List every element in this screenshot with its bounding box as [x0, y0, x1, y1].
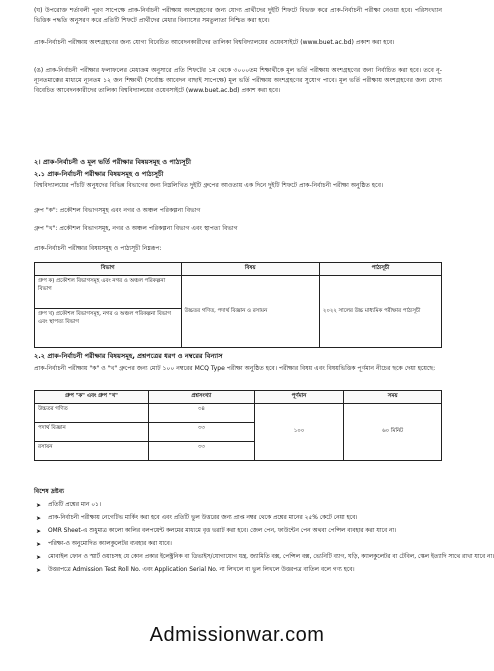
marks-table	[34, 390, 442, 461]
table-row	[35, 276, 442, 309]
subject-cell: উচ্চতর গণিত	[35, 404, 149, 423]
column-header-time: সময়	[344, 391, 442, 404]
question-count-cell: ৩৪	[148, 404, 254, 423]
syllabus-cell: ২০২২ সালের উচ্চ মাধ্যমিক পরীক্ষার পাঠ্যসূচী	[319, 276, 441, 348]
department-cell: গ্রুপ ক) প্রকৌশল বিভাগসমূহ এবং নগর ও অঞ্চল পরিকল্পনা বিভাগ	[35, 276, 182, 309]
syllabus-table	[34, 262, 442, 348]
list-item: ➤ প্রাক-নির্বাচনী পরীক্ষায় নেগেটিভ মার্কিং করা হবে এবং প্রতিটি ভুল উত্তরের জন্য প্রাপ্ত নম্বর থেকে প্রশ্নের মানের ২৫% কেটে নেয়া হবে।	[34, 512, 444, 525]
list-item: ➤ OMR Sheet-এ শুধুমাত্র কালো কালির বলপয়েন্ট কলমের মাধ্যমে বৃত্ত ভরাট করা হবে। জেল পেন, ফাউন্টেন পেন অথবা পেন্সিল ব্যবহার করা যাবে না।	[34, 525, 444, 538]
section-2-1-heading: ২.১ প্রাক-নির্বাচনী পরীক্ষার বিষয়সমূহ ও পাঠ্যসূচী	[34, 170, 164, 178]
column-header-department: বিভাগ	[35, 263, 182, 276]
paragraph-gha: (ঘ) উপরোক্ত শর্তাবলী পূরণ সাপেক্ষে প্রাক-নির্বাচনী পরীক্ষায় অংশগ্রহণের জন্য যোগ্য প্রার্থীদের দুইটি শিফটে বিভক্ত করে প্রাক-নির্বাচনী পরীক্ষা নেওয়া হবে। পরিসংখ্যান ভিত্তিক পদ্ধতি অনুসরণ করে প্রতিটি শিফটে প্রার্থীদের মেধার বিন্যাসের সমতুল্যতা নিশ্চিত করা হবে।	[34, 7, 442, 24]
section-2-heading: ২। প্রাক-নির্বাচনী ও মূল ভর্তি পরীক্ষার বিষয়সমূহ ও পাঠ্যসূচী	[34, 158, 192, 166]
bullet-icon: ➤	[36, 554, 42, 561]
section-2-1-intro: বিশ্ববিদ্যালয়ের পাঁচটি অনুষদের বিভিন্ন বিভাগের জন্য নিম্নলিখিত দুইটি গ্রুপের আওতায় এক দিনে দুইটি শিফটে প্রাক-নির্বাচনী পরীক্ষা অনুষ্ঠিত হবে।	[34, 182, 384, 189]
paragraph-eligible-list: প্রাক-নির্বাচনী পরীক্ষায় অংশগ্রহণের জন্য যোগ্য বিবেচিত আবেদনকারীদের তালিকা বিশ্ববিদ্যালয়ের ওয়েবসাইটে (www.buet.ac.bd) প্রকাশ করা হবে।	[34, 39, 395, 46]
column-header-full-marks: পূর্ণমান	[254, 391, 344, 404]
question-count-cell: ৩৩	[148, 423, 254, 442]
subject-cell: রসায়ন	[35, 442, 149, 461]
department-cell: গ্রুপ খ) প্রকৌশল বিভাগসমূহ, নগর ও অঞ্চল পরিকল্পনা বিভাগ এবং স্থাপত্য বিভাগ	[35, 309, 182, 348]
column-header-question-count: প্রশ্নসংখ্যা	[148, 391, 254, 404]
table-row	[35, 404, 442, 423]
column-header-group: গ্রুপ "ক" এবং গ্রুপ "খ"	[35, 391, 149, 404]
question-count-cell: ৩৩	[148, 442, 254, 461]
subject-cell: পদার্থ বিজ্ঞান	[35, 423, 149, 442]
syllabus-note: প্রাক-নির্বাচনী পরীক্ষার বিষয়সমূহ ও পাঠ্যসূচী নিম্নরূপ:	[34, 245, 162, 252]
column-header-syllabus: পাঠ্যসূচী	[319, 263, 441, 276]
bullet-icon: ➤	[36, 567, 42, 574]
bullet-icon: ➤	[36, 528, 42, 535]
group-ka-label: গ্রুপ "ক": প্রকৌশল বিভাগসমূহ এবং নগর ও অঞ্চল পরিকল্পনা বিভাগ	[34, 207, 201, 214]
list-item: ➤ মোবাইল ফোন ও স্মার্ট ওয়াচসহ যে কোন প্রকার ইলেক্ট্রনিক বা ডিভাইস/যোগাযোগ যন্ত্র, জ্যামিতি বক্স, পেন্সিল বক্স, ভ্যেনিটি ব্যাগ, ঘড়ি, ক্যালকুলেটর বা টেবিল, স্কেল ইত্যাদি সাথে রাখা যাবে না।	[34, 551, 444, 564]
list-item: ➤ প্রতিটি প্রশ্নের মান ০১।	[34, 499, 444, 512]
paragraph-nga: (ঙ) প্রাক-নির্বাচনী পরীক্ষার ফলাফলের মেধাক্রম অনুসারে প্রতি শিফটের ১ম থেকে ৩০০০তম শিক্ষার্থীকে মূল ভর্তি পরীক্ষায় অংশগ্রহণের জন্য নির্বাচিত করা হবে। তবে নূ-ন্যূনতমাক্কের মাধ্যমে ন্যূনতম ১২ জন শিক্ষার্থী (সর্বোচ্চ আবেদন বাছাই সাপেক্ষে) মূল ভর্তি পরীক্ষায় অংশগ্রহণের সুযোগ পাবে। মূল ভর্তি পরীক্ষায় অংশগ্রহণের জন্য যোগ্য বিবেচিত আবেদনকারীদের তালিকা বিশ্ববিদ্যালয়ের ওয়েবসাইটে (www.buet.ac.bd) প্রকাশ করা হবে।	[34, 67, 442, 94]
full-marks-cell: ১০০	[254, 404, 344, 461]
bullet-icon: ➤	[36, 541, 42, 548]
section-2-2-heading: ২.২ প্রাক-নির্বাচনী পরীক্ষার বিষয়সমূহ, প্রশ্নপত্রের ধরণ ও নম্বরের বিন্যাস	[34, 352, 223, 360]
list-item: ➤ পরিক্ষা-ও অনুমোদিত ক্যালকুলেটর ব্যবহার করা যাবে।	[34, 538, 444, 551]
column-header-subjects: বিষয়	[181, 263, 319, 276]
group-kha-label: গ্রুপ "খ": প্রকৌশল বিভাগসমূহ, নগর ও অঞ্চল পরিকল্পনা বিভাগ এবং স্থাপত্য বিভাগ	[34, 225, 238, 232]
time-cell: ৬০ মিনিট	[344, 404, 442, 461]
subjects-cell: উচ্চতর গণিত, পদার্থ বিজ্ঞান ও রসায়ন	[181, 276, 319, 348]
notes-list	[34, 499, 494, 577]
table-header-row	[35, 263, 442, 276]
section-2-2-intro: প্রাক-নির্বাচনী পরীক্ষায় "ক" ও "খ" গ্রুপের জন্য মোট ১০০ নম্বরের MCQ Type পরীক্ষা অনুষ্ঠিত হবে। পরীক্ষার বিষয় এবং বিষয়ভিত্তিক পূর্ণমান নীচের ছকে দেয়া হয়েছে:	[34, 365, 436, 372]
bullet-icon: ➤	[36, 515, 42, 522]
notes-heading: বিশেষ দ্রষ্টব্য	[34, 488, 64, 495]
table-header-row	[35, 391, 442, 404]
site-watermark-text: Admissionwar.com	[149, 624, 325, 646]
list-item: ➤ উত্তরপত্রে Admission Test Roll No. এবং Application Serial No. না লিখলে বা ভুল লিখলে উত্তরপত্র বাতিল বলে গণ্য হবে।	[34, 564, 444, 577]
bullet-icon: ➤	[36, 502, 42, 509]
